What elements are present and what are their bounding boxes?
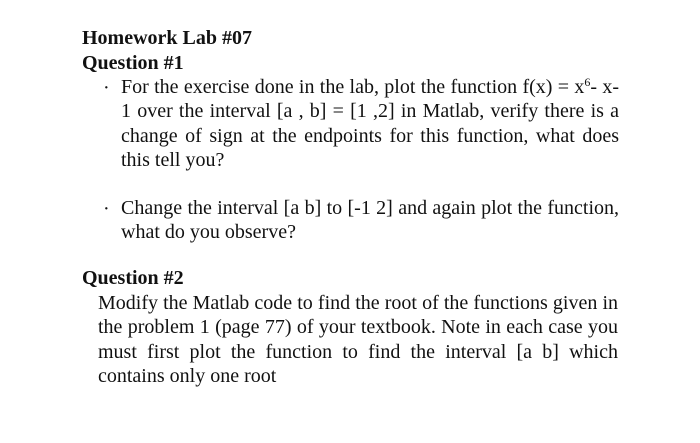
question-2-heading: Question #2	[82, 267, 184, 289]
document-title: Homework Lab #07	[82, 27, 252, 49]
bullet-icon: ·	[103, 198, 110, 220]
bullet-icon: ·	[103, 77, 110, 99]
item-1-text-start: For the exercise done in the lab, plot the function f(x) = x	[121, 76, 585, 98]
question-1-heading: Question #1	[82, 52, 184, 74]
item-1-text-end: - x-1 over the interval [a , b] = [1 ,2] in Matlab, verify there is a change of sign at the endpoints for this function, what does this tell you?	[121, 76, 620, 171]
question-2-text: Modify the Matlab code to find the root of the functions given in the problem 1 (page 77) of your textbook. Note in each case you must first plot the function to find the interval [a b] which contains only one root	[98, 292, 618, 387]
question-1-item-2: Change the interval [a b] to [-1 2] and again plot the function, what do you observe?	[121, 197, 619, 244]
question-1-item-1	[121, 75, 619, 172]
exponent: 6	[584, 75, 591, 89]
